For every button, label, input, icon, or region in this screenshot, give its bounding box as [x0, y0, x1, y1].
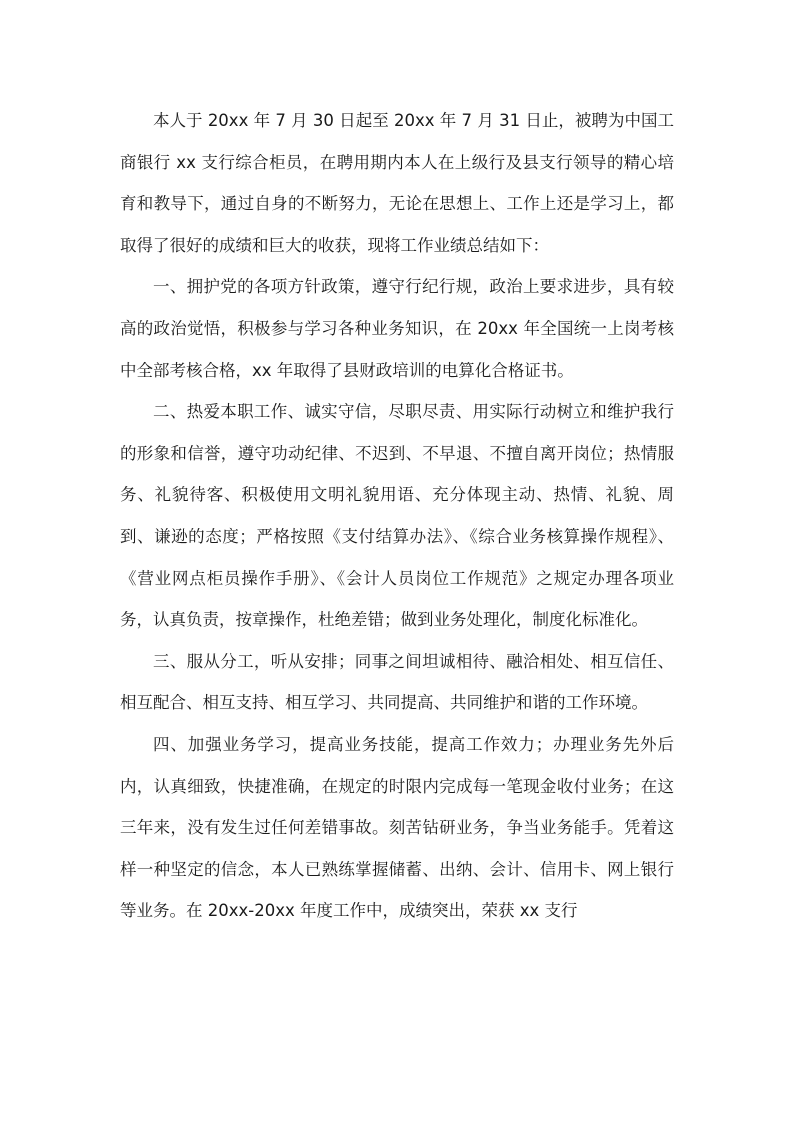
- paragraph-intro: 本人于 20xx 年 7 月 30 日起至 20xx 年 7 月 31 日止，被聘为中国工商银行 xx 支行综合柜员，在聘用期内本人在上级行及县支行领导的精心培育和教导下，通过自身的不断努力，无论在思想上、工作上还是学习上，都取得了很好的成绩和巨大的收获，现将工作业绩总结如下：: [120, 111, 674, 255]
- paragraph-point-four: 四、加强业务学习，提高业务技能，提高工作效力；办理业务先外后内，认真细致，快捷准确，在规定的时限内完成每一笔现金收付业务；在这三年来，没有发生过任何差错事故。刻苦钻研业务，争当业务能手。凭着这样一种坚定的信念，本人已熟练掌握储蓄、出纳、会计、信用卡、网上银行等业务。在 20xx-20xx 年度工作中，成绩突出，荣获 xx 支行: [120, 734, 674, 921]
- paragraph-point-two: 二、热爱本职工作、诚实守信，尽职尽责、用实际行动树立和维护我行的形象和信誉，遵守功动纪律、不迟到、不早退、不擅自离开岗位；热情服务、礼貌待客、积极使用文明礼貌用语、充分体现主动、热情、礼貌、周到、谦逊的态度；严格按照《支付结算办法》、《综合业务核算操作规程》、《营业网点柜员操作手册》、《会计人员岗位工作规范》之规定办理各项业务，认真负责，按章操作，杜绝差错；做到业务处理化，制度化标准化。: [120, 402, 674, 630]
- document-page: [120, 100, 674, 932]
- paragraph-point-three: 三、服从分工，听从安排；同事之间坦诚相待、融洽相处、相互信任、相互配合、相互支持、相互学习、共同提高、共同维护和谐的工作环境。: [120, 651, 674, 713]
- paragraph-point-one: 一、拥护党的各项方针政策，遵守行纪行规，政治上要求进步，具有较高的政治觉悟，积极参与学习各种业务知识，在 20xx 年全国统一上岗考核中全部考核合格，xx 年取得了县财政培训的电算化合格证书。: [120, 277, 674, 380]
